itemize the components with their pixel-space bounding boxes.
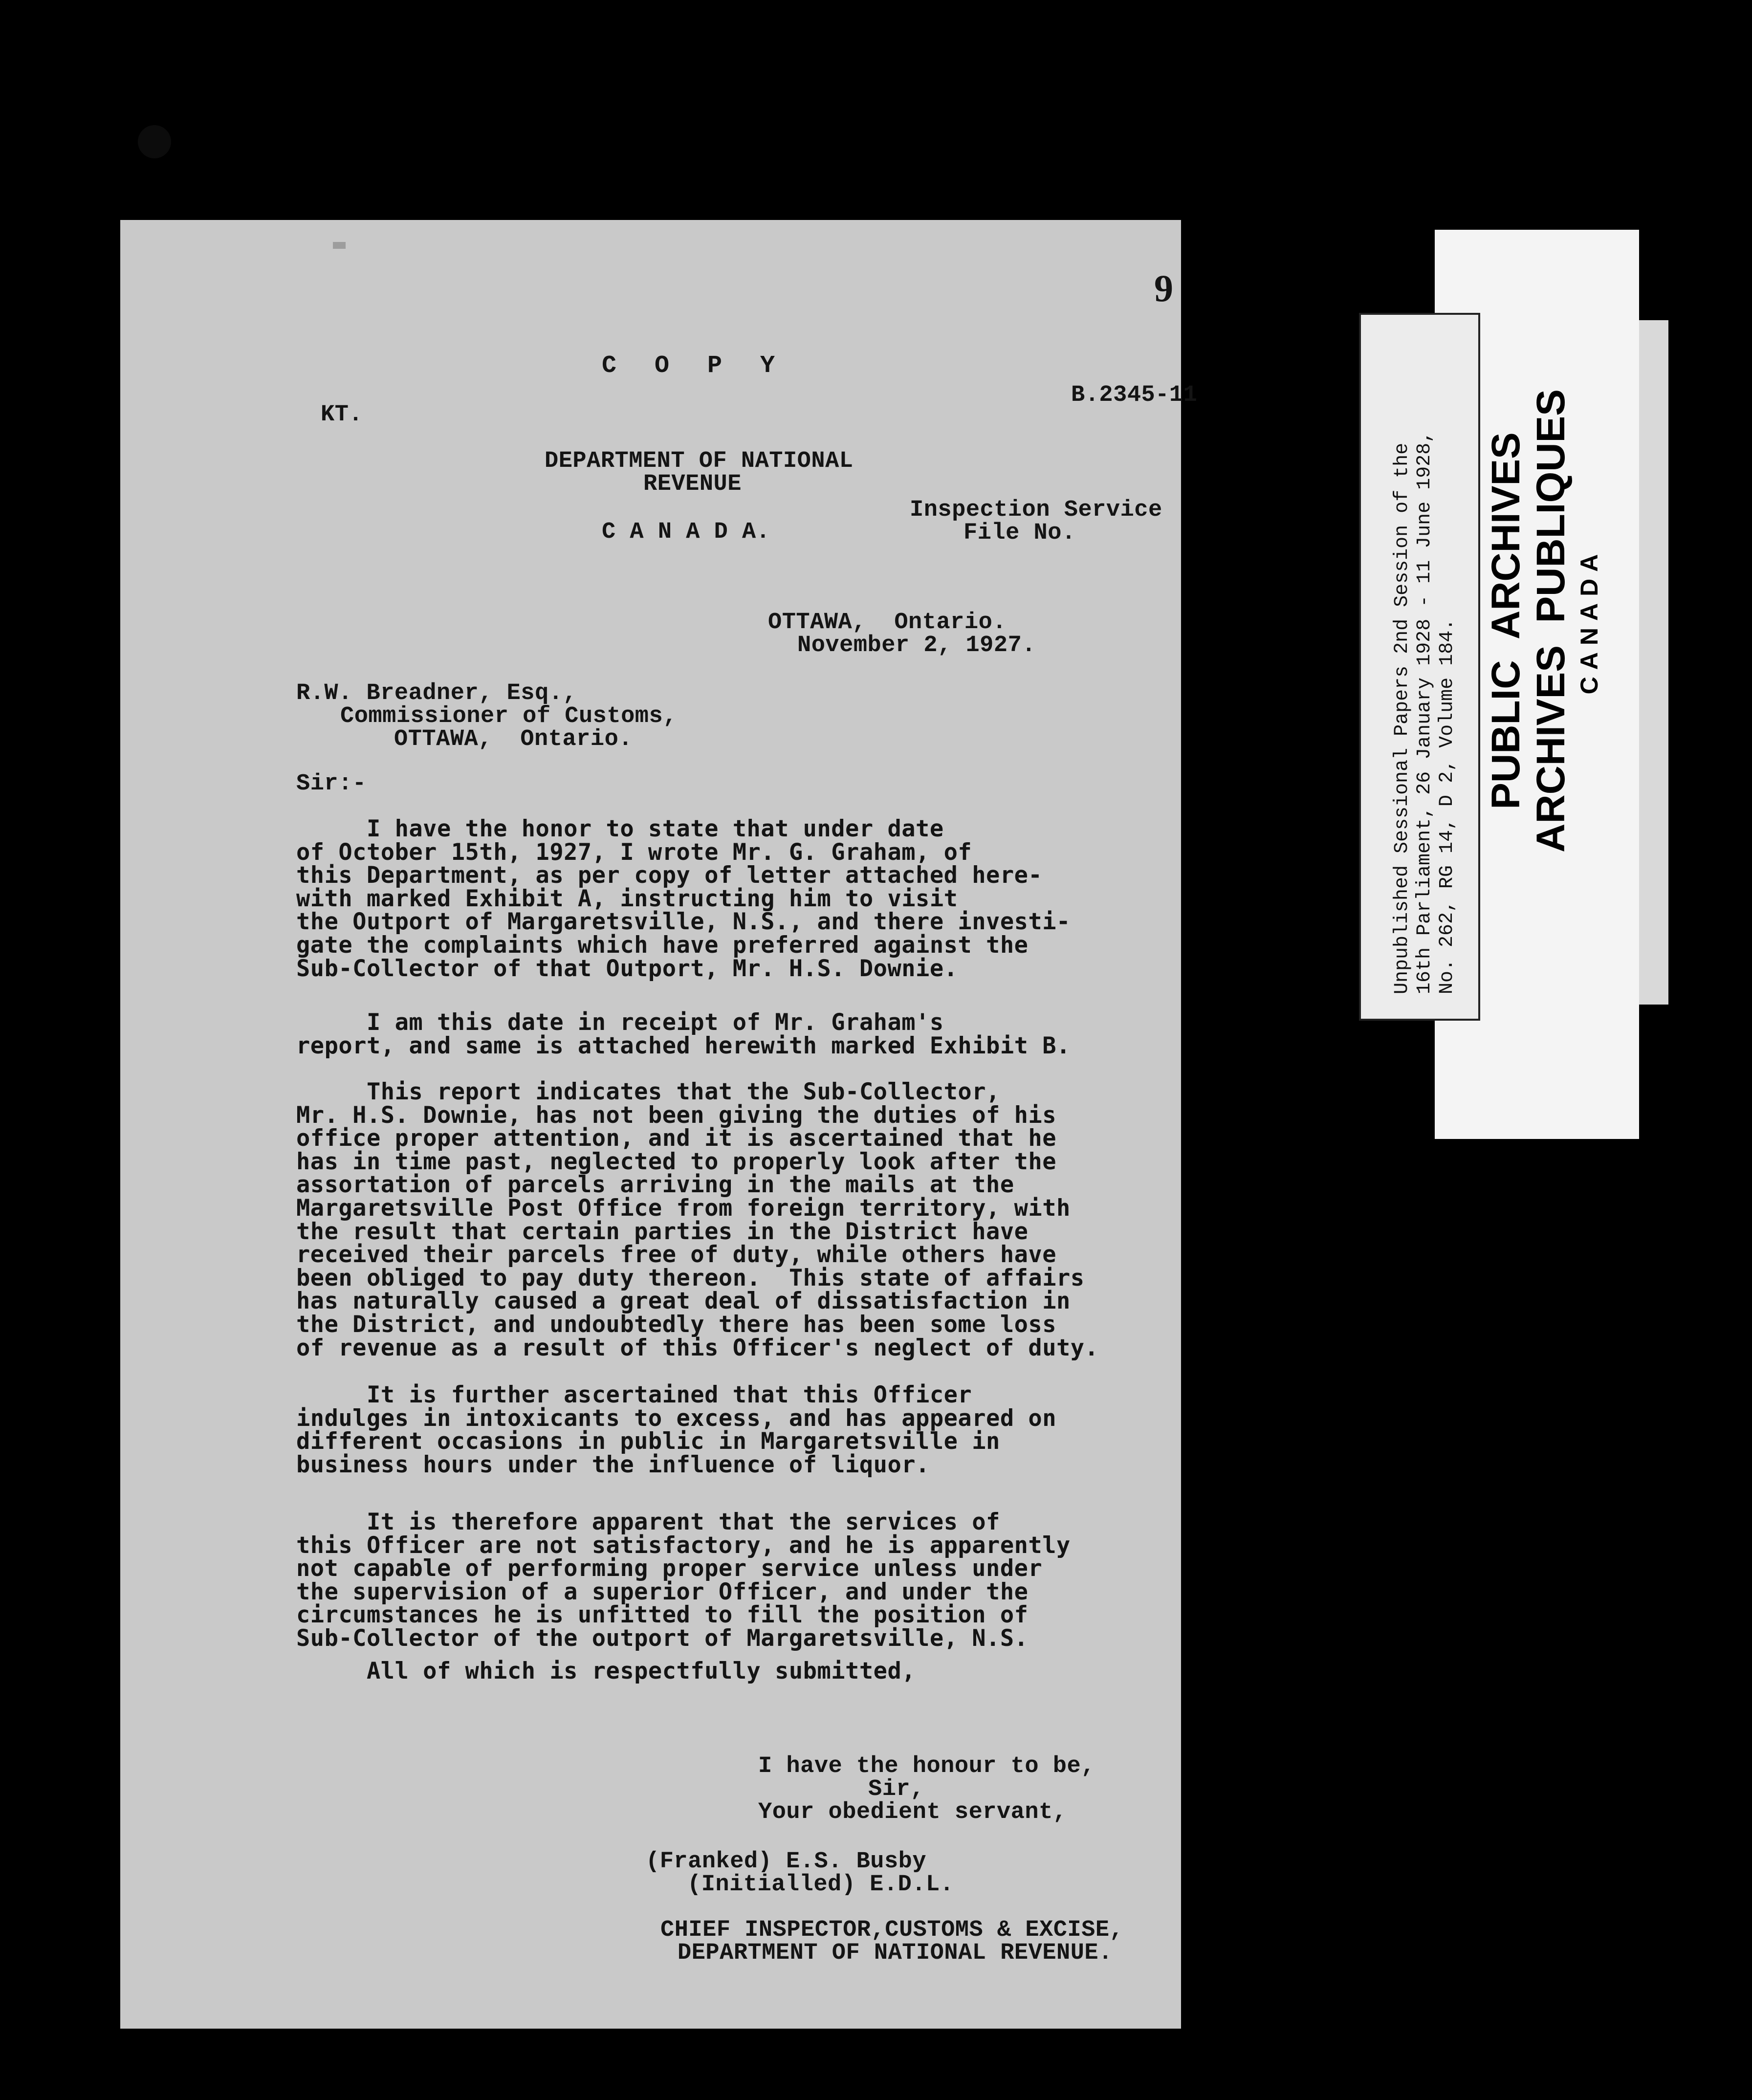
country: C A N A D A. [602,519,770,545]
salutation: Sir:- [296,771,367,797]
department-line-2: REVENUE [643,471,742,497]
paragraph-2: I am this date in receipt of Mr. Graham's report, and same is attached herewith marked Exhibit B. [296,1009,1071,1059]
closing-line-1: I have the honour to be, [758,1753,1095,1779]
closing-line-2: Sir, [868,1776,924,1802]
label-edge [1639,320,1668,1005]
file-reference: B.2345-11 [1071,382,1198,408]
signatory-title-2: DEPARTMENT OF NATIONAL REVENUE. [678,1940,1113,1966]
file-number-label: File No. [964,520,1076,546]
inspection-service: Inspection Service [910,497,1162,523]
addressee-city: OTTAWA, Ontario. [394,726,633,752]
paragraph-4: It is further ascertained that this Officer indulges in intoxicants to excess, and has appeared on different occasions in public in Margaretsville in business hours under the influence of liquor. [296,1381,1057,1478]
punch-hole [138,125,171,158]
paragraph-3: This report indicates that the Sub-Collector, Mr. H.S. Downie, has not been giving the duties of his office proper attention, and it is ascertained that he has in time past, neglected to properly look after the assortation of parcels arriving in the mails at the Margaretsville Post Office from foreign territory, with the result that certain parties in the District have received their parcels free of duty, while others have been obliged to pay duty thereon. This state of affairs has naturally caused a great deal of dissatisfaction in the District, and undoubtedly there has been some loss of revenue as a result of this Officer's neglect of duty. [296,1078,1099,1361]
archive-name-fr: ARCHIVES PUBLIQUES [1529,389,1573,853]
sessional-paper-label [1359,313,1480,1021]
label-line-2: 16th Parliament, 26 January 1928 - 11 June 1928, [1414,431,1436,994]
paragraph-6: All of which is respectfully submitted, [296,1658,916,1684]
label-line-3: No. 262, RG 14, D 2, Volume 184. [1436,618,1458,994]
addressee-name: R.W. Breadner, Esq., [296,680,577,706]
addressee-title: Commissioner of Customs, [340,703,677,729]
paragraph-1: I have the honor to state that under date of October 15th, 1927, I wrote Mr. G. Graham, of this Department, as per copy of letter attached here- with marked Exhibit A, instructing him to visit the Outport of Margaretsville, N.S., and there investi- gate the complaints which have preferred against the Sub-Collector of that Outport, Mr. H.S. Downie. [296,815,1071,982]
signature-initialled: (Initialled) E.D.L. [687,1872,954,1898]
archive-name-en: PUBLIC ARCHIVES [1484,432,1528,809]
letter-date: November 2, 1927. [797,633,1036,658]
closing-line-3: Your obedient servant, [758,1799,1067,1825]
scan-speck [333,242,346,249]
page-number: 9 [1154,267,1173,309]
signature-franked: (Franked) E.S. Busby [646,1849,927,1875]
signatory-title-1: CHIEF INSPECTOR,CUSTOMS & EXCISE, [660,1917,1124,1943]
department-line-1: DEPARTMENT OF NATIONAL [545,448,854,474]
archive-country: CANADA [1576,547,1603,695]
typist-initials: KT. [321,402,363,428]
copy-heading: C O P Y [602,352,778,380]
letter-page [120,220,1198,2029]
paragraph-5: It is therefore apparent that the services of this Officer are not satisfactory, and he is apparently not capable of performing proper service unless under the supervision of a superior Officer, and under the circumstances he is unfitted to fill the position of Sub-Collector of the outport of Margaretsville, N.S. [296,1509,1071,1652]
letter-place: OTTAWA, Ontario. [768,610,1007,635]
label-line-1: Unpublished Sessional Papers 2nd Session of the [1391,442,1413,994]
